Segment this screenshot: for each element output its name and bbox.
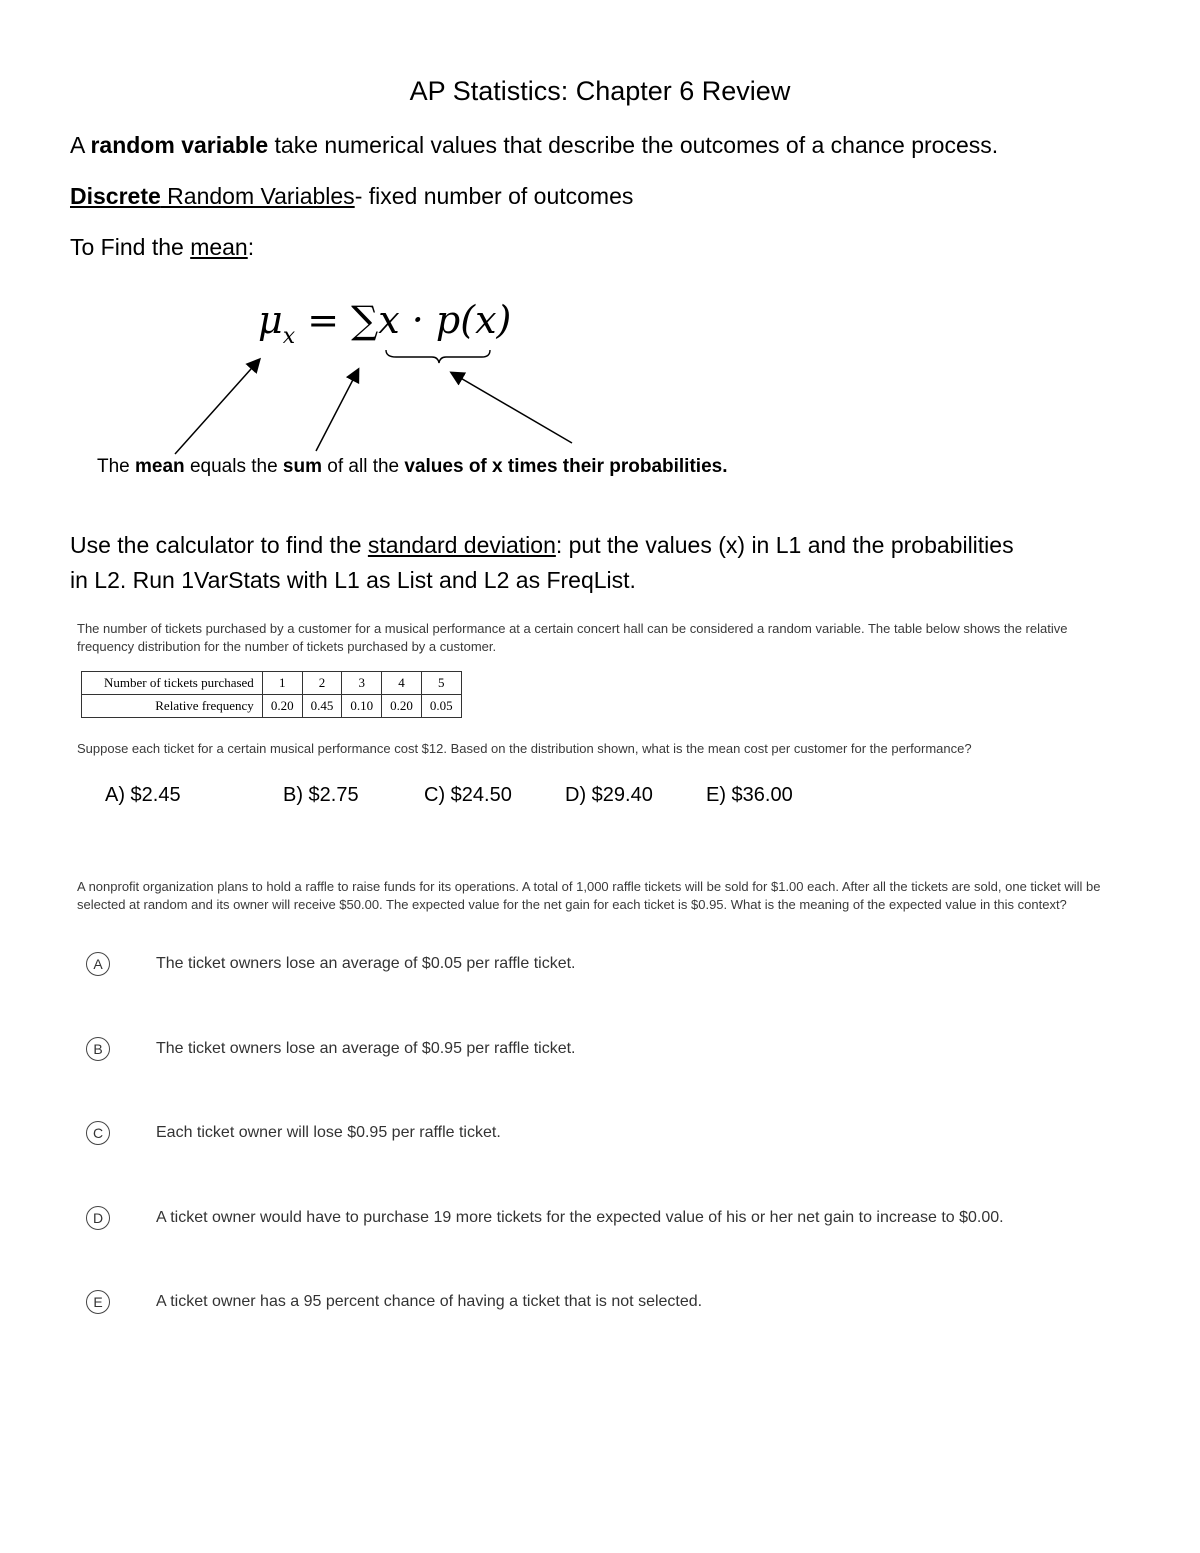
- table-cell: 0.10: [342, 695, 382, 718]
- table-cell: 3: [342, 672, 382, 695]
- table-cell: 0.20: [262, 695, 302, 718]
- calculator-instruction-line1: Use the calculator to find the standard deviation: put the values (x) in L1 and the probabilities: [70, 532, 1014, 558]
- q2-intro-line1: A nonprofit organization plans to hold a raffle to raise funds for its operations. A total of 1,000 raffle tickets will be sold for $1.00 each. After all the tickets are sold, one ticket will be: [77, 879, 1101, 894]
- standard-deviation-word: standard deviation: [367, 532, 556, 558]
- table-cell: 5: [421, 672, 461, 695]
- q1-choice-a: A) $2.45: [105, 784, 181, 806]
- option-a-circle[interactable]: A: [86, 952, 110, 976]
- q1-choice-d: D) $29.40: [565, 784, 653, 806]
- option-b-circle[interactable]: B: [86, 1037, 110, 1061]
- sigma-symbol: ∑: [351, 298, 379, 342]
- table-cell: 0.05: [421, 695, 461, 718]
- option-e-text[interactable]: A ticket owner has a 95 percent chance of having a ticket that is not selected.: [156, 1293, 703, 1310]
- q1-question: Suppose each ticket for a certain musical performance cost $12. Based on the distribution shown, what is the mean cost per customer for the performance?: [77, 741, 972, 756]
- table-row-frequency: [82, 695, 462, 718]
- arrow-to-brace: [452, 373, 572, 443]
- option-c-text[interactable]: Each ticket owner will lose $0.95 per raffle ticket.: [156, 1124, 501, 1141]
- option-d-circle[interactable]: D: [86, 1206, 110, 1230]
- find-mean-line: To Find the mean:: [70, 234, 255, 260]
- option-b-text[interactable]: The ticket owners lose an average of $0.95 per raffle ticket.: [156, 1040, 576, 1057]
- table-cell: 1: [262, 672, 302, 695]
- mean-formula: $\mu_x = \sum x \cdot p(x)$: [258, 298, 512, 349]
- q1-choice-b: B) $2.75: [283, 784, 359, 806]
- page-title: AP Statistics: Chapter 6 Review: [409, 76, 791, 106]
- calculator-instruction-line2: in L2. Run 1VarStats with L1 as List and L2 as FreqList.: [70, 567, 636, 593]
- option-c-circle[interactable]: C: [86, 1121, 110, 1145]
- table-header-tickets: Number of tickets purchased: [82, 672, 263, 695]
- table-cell: 4: [382, 672, 422, 695]
- formula-arrows: [0, 0, 1200, 520]
- q1-choice-c: C) $24.50: [424, 784, 512, 806]
- table-header-frequency: Relative frequency: [82, 695, 263, 718]
- underbrace: [386, 350, 490, 363]
- discrete-heading: Discrete Random Variables- fixed number of outcomes: [70, 183, 634, 209]
- mean-word: mean: [190, 234, 248, 260]
- q1-intro-line1: The number of tickets purchased by a customer for a musical performance at a certain concert hall can be considered a random variable. The table below shows the relative: [77, 621, 1068, 636]
- option-d-text[interactable]: A ticket owner would have to purchase 19 more tickets for the expected value of his or her net gain to increase to $0.00.: [156, 1209, 1004, 1226]
- discrete-word: Discrete: [70, 183, 161, 209]
- formula-expression: x · p(x): [378, 298, 512, 342]
- q1-intro-line2: frequency distribution for the number of tickets purchased by a customer.: [77, 639, 497, 654]
- random-variable-definition: A random variable take numerical values that describe the outcomes of a chance process.: [70, 132, 999, 158]
- table-cell: 0.20: [382, 695, 422, 718]
- table-cell: 0.45: [302, 695, 342, 718]
- table-cell: 2: [302, 672, 342, 695]
- table-row-tickets: [82, 672, 462, 695]
- arrow-to-sigma: [316, 370, 358, 451]
- term-random-variable: random variable: [90, 132, 269, 158]
- frequency-table: [81, 671, 462, 718]
- option-a-text[interactable]: The ticket owners lose an average of $0.05 per raffle ticket.: [156, 955, 576, 972]
- option-e-circle[interactable]: E: [86, 1290, 110, 1314]
- q2-intro-line2: selected at random and its owner will receive $50.00. The expected value for the net gain for each ticket is $0.95. What is the meaning of the expected value in this context?: [77, 897, 1067, 912]
- arrow-to-mu: [175, 360, 259, 454]
- formula-caption: The mean equals the sum of all the values of x times their probabilities.: [97, 456, 728, 477]
- q1-choice-e: E) $36.00: [706, 784, 793, 806]
